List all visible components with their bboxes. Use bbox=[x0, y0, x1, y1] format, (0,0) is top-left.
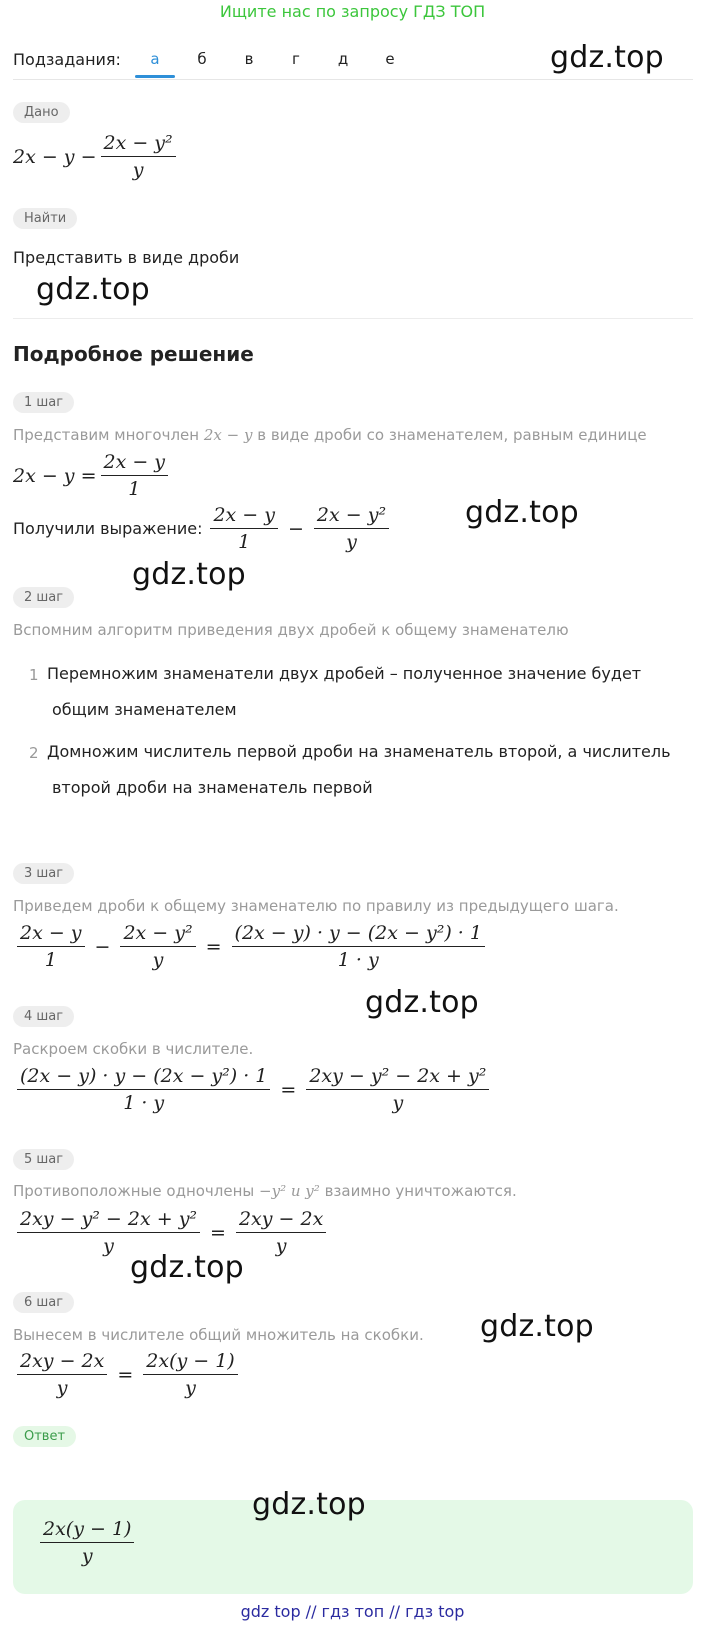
fraction-denominator: 1 bbox=[238, 531, 251, 553]
step-2-pill: 2 шаг bbox=[13, 587, 74, 608]
fraction-numerator: 2x(y − 1) bbox=[40, 1518, 134, 1543]
step-1-result-expression bbox=[206, 504, 393, 553]
step-6-equation bbox=[13, 1350, 242, 1399]
tabs-divider bbox=[13, 79, 693, 80]
fraction-denominator: 1 · y bbox=[123, 1092, 165, 1114]
fraction-numerator: 2xy − 2x bbox=[236, 1208, 326, 1233]
fraction-numerator: 2x − y bbox=[17, 922, 85, 947]
watermark: gdz.top bbox=[550, 40, 664, 75]
minus-sign: − bbox=[288, 517, 304, 540]
fraction-denominator: y bbox=[56, 1377, 68, 1399]
find-text: Представить в виде дроби bbox=[13, 248, 240, 267]
step-5-pill: 5 шаг bbox=[13, 1149, 74, 1170]
footer-links[interactable]: gdz top // гдз топ // гдз top bbox=[240, 1602, 465, 1621]
tab-v[interactable]: в bbox=[244, 50, 254, 68]
tab-a[interactable]: а bbox=[150, 50, 160, 68]
fraction bbox=[143, 1350, 237, 1399]
fraction-numerator: (2x − y) · y − (2x − y²) · 1 bbox=[17, 1065, 270, 1090]
fraction-denominator: 1 bbox=[44, 949, 57, 971]
promo-banner[interactable]: Ищите нас по запросу ГДЗ ТОП bbox=[219, 2, 486, 21]
watermark: gdz.top bbox=[252, 1487, 366, 1522]
list-item-number: 2 bbox=[29, 744, 39, 762]
step-1-result bbox=[13, 504, 393, 553]
find-pill: Найти bbox=[13, 208, 77, 229]
fraction bbox=[17, 1065, 270, 1114]
step-5-equation bbox=[13, 1208, 330, 1257]
equals-sign: = bbox=[280, 1078, 297, 1101]
given-pill: Дано bbox=[13, 102, 70, 123]
given-expr-left: 2x − y − bbox=[13, 145, 97, 168]
fraction-numerator: 2x − y² bbox=[120, 922, 195, 947]
equals-sign: = bbox=[210, 1221, 226, 1244]
step-1-eq-fraction bbox=[101, 451, 169, 500]
fraction bbox=[210, 504, 278, 553]
section-divider bbox=[13, 318, 693, 319]
fraction-numerator: 2x − y bbox=[210, 504, 278, 529]
fraction bbox=[17, 1208, 200, 1257]
list-item bbox=[47, 656, 687, 728]
step-5-desc-math: −y² и y² bbox=[259, 1182, 320, 1200]
fraction-denominator: 1 bbox=[128, 478, 141, 500]
fraction bbox=[17, 922, 85, 971]
step-1-result-label: Получили выражение: bbox=[13, 519, 203, 538]
list-item-line: общим знаменателем bbox=[52, 700, 237, 719]
step-5-description bbox=[13, 1182, 517, 1200]
list-item-line: второй дроби на знаменатель первой bbox=[52, 778, 373, 797]
fraction bbox=[314, 504, 389, 553]
step-2-description: Вспомним алгоритм приведения двух дробей к общему знаменателю bbox=[13, 621, 569, 639]
fraction-numerator: 2x − y² bbox=[314, 504, 389, 529]
step-1-desc-math: 2x − y bbox=[203, 426, 253, 444]
tab-e[interactable]: е bbox=[385, 50, 395, 68]
fraction-numerator: 2x(y − 1) bbox=[143, 1350, 237, 1375]
fraction-denominator: y bbox=[152, 949, 164, 971]
watermark: gdz.top bbox=[132, 557, 246, 592]
step-1-desc-before: Представим многочлен bbox=[13, 426, 200, 444]
answer-pill: Ответ bbox=[13, 1426, 76, 1447]
step-1-eq-lhs: 2x − y = bbox=[13, 464, 97, 487]
tab-b[interactable]: б bbox=[197, 50, 207, 68]
fraction-denominator: y bbox=[392, 1092, 404, 1114]
answer-expression bbox=[36, 1518, 138, 1567]
equals-sign: = bbox=[117, 1363, 134, 1386]
fraction-numerator: 2xy − y² − 2x + y² bbox=[306, 1065, 489, 1090]
step-6-pill: 6 шаг bbox=[13, 1292, 74, 1313]
watermark: gdz.top bbox=[130, 1250, 244, 1285]
fraction bbox=[236, 1208, 326, 1257]
step-1-pill: 1 шаг bbox=[13, 392, 74, 413]
list-item-line: Домножим числитель первой дроби на знаменатель второй, а числитель bbox=[47, 742, 671, 761]
fraction-numerator: (2x − y) · y − (2x − y²) · 1 bbox=[232, 922, 485, 947]
step-1-equation bbox=[13, 451, 172, 500]
watermark: gdz.top bbox=[480, 1309, 594, 1344]
fraction-numerator: 2xy − y² − 2x + y² bbox=[17, 1208, 200, 1233]
given-expression bbox=[13, 132, 180, 181]
step-6-description: Вынесем в числителе общий множитель на скобки. bbox=[13, 1326, 424, 1344]
step-1-desc-after: в виде дроби со знаменателем, равным единице bbox=[257, 426, 647, 444]
fraction bbox=[232, 922, 485, 971]
given-fraction bbox=[101, 132, 176, 181]
fraction-numerator: 2x − y² bbox=[101, 132, 176, 157]
fraction-denominator: y bbox=[81, 1545, 93, 1567]
fraction-denominator: y bbox=[185, 1377, 196, 1399]
step-4-equation bbox=[13, 1065, 493, 1114]
minus-sign: − bbox=[94, 935, 111, 958]
step-3-pill: 3 шаг bbox=[13, 863, 74, 884]
list-item bbox=[47, 734, 687, 806]
subtasks-label: Подзадания: bbox=[13, 50, 121, 69]
fraction-numerator: 2x − y bbox=[101, 451, 169, 476]
fraction-denominator: 1 · y bbox=[337, 949, 379, 971]
watermark: gdz.top bbox=[465, 495, 579, 530]
fraction bbox=[17, 1350, 107, 1399]
step-4-pill: 4 шаг bbox=[13, 1006, 74, 1027]
watermark: gdz.top bbox=[365, 985, 479, 1020]
fraction-denominator: y bbox=[346, 531, 357, 553]
step-1-description bbox=[13, 426, 647, 444]
tab-g[interactable]: г bbox=[292, 50, 300, 68]
fraction bbox=[120, 922, 195, 971]
fraction-numerator: 2xy − 2x bbox=[17, 1350, 107, 1375]
list-item-number: 1 bbox=[29, 666, 39, 684]
active-tab-indicator bbox=[135, 75, 175, 78]
step-3-equation bbox=[13, 922, 489, 971]
list-item-line: Перемножим знаменатели двух дробей – полученное значение будет bbox=[47, 664, 642, 683]
fraction bbox=[306, 1065, 489, 1114]
fraction-denominator: y bbox=[275, 1235, 287, 1257]
fraction-denominator: y bbox=[132, 159, 144, 181]
step-5-desc-after: взаимно уничтожаются. bbox=[324, 1182, 517, 1200]
tab-d[interactable]: д bbox=[337, 50, 349, 68]
equals-sign: = bbox=[205, 935, 222, 958]
step-4-description: Раскроем скобки в числителе. bbox=[13, 1040, 254, 1058]
solution-title: Подробное решение bbox=[13, 342, 254, 366]
step-3-description: Приведем дроби к общему знаменателю по правилу из предыдущего шага. bbox=[13, 897, 619, 915]
fraction-denominator: y bbox=[103, 1235, 114, 1257]
watermark: gdz.top bbox=[36, 272, 150, 307]
step-5-desc-before: Противоположные одночлены bbox=[13, 1182, 255, 1200]
answer-fraction bbox=[40, 1518, 134, 1567]
